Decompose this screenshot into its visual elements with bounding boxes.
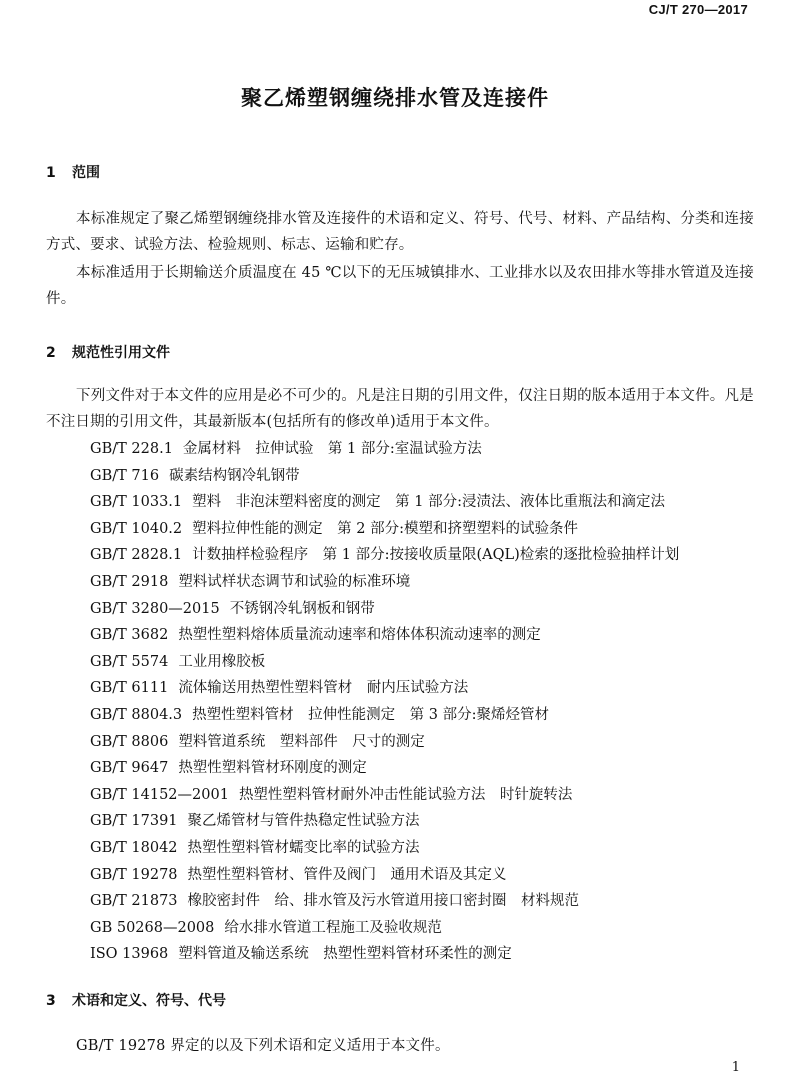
reference-item bbox=[90, 436, 679, 463]
reference-title: 塑料管道及输送系统 热塑性塑料管材环柔性的测定 bbox=[178, 946, 512, 963]
reference-code: GB/T 2918 bbox=[90, 573, 169, 590]
reference-code: GB/T 6111 bbox=[90, 680, 169, 697]
section-title: 术语和定义、符号、代号 bbox=[72, 993, 226, 1009]
reference-item bbox=[90, 755, 679, 782]
reference-title: 不锈钢冷轧钢板和钢带 bbox=[229, 600, 375, 617]
reference-item bbox=[90, 489, 679, 516]
reference-title: 计数抽样检验程序 第 1 部分:按接收质量限(AQL)检索的逐批检验抽样计划 bbox=[192, 547, 680, 564]
reference-title: 塑料拉伸性能的测定 第 2 部分:模塑和挤塑塑料的试验条件 bbox=[192, 520, 578, 537]
document-title: 聚乙烯塑钢缠绕排水管及连接件 bbox=[241, 86, 549, 110]
reference-title: 金属材料 拉伸试验 第 1 部分:室温试验方法 bbox=[182, 441, 482, 457]
reference-item bbox=[90, 782, 679, 809]
reference-item bbox=[90, 941, 679, 968]
reference-title: 聚乙烯管材与管件热稳定性试验方法 bbox=[187, 813, 420, 830]
reference-title: 热塑性塑料管材环刚度的测定 bbox=[178, 760, 367, 777]
reference-code: GB/T 18042 bbox=[90, 839, 178, 856]
reference-title: 塑料 非泡沫塑料密度的测定 第 1 部分:浸渍法、液体比重瓶法和滴定法 bbox=[192, 494, 665, 511]
reference-title: 热塑性塑料管材耐外冲击性能试验方法 时针旋转法 bbox=[238, 786, 573, 803]
reference-item bbox=[90, 675, 679, 702]
terms-intro-paragraph: GB/T 19278 界定的以及下列术语和定义适用于本文件。 bbox=[76, 1038, 450, 1054]
reference-code: ISO 13968 bbox=[90, 946, 169, 963]
reference-title: 热塑性塑料管材蠕变比率的试验方法 bbox=[187, 839, 420, 856]
scope-paragraph-2: 本标准适用于长期输送介质温度在 45 ℃以下的无压城镇排水、工业排水以及农田排水等排水管道及连接件。 bbox=[46, 265, 754, 307]
reference-code: GB/T 2828.1 bbox=[90, 547, 183, 564]
reference-code: GB/T 21873 bbox=[90, 893, 178, 910]
reference-item bbox=[90, 649, 679, 676]
reference-title: 热塑性塑料熔体质量流动速率和熔体体积流动速率的测定 bbox=[178, 627, 541, 644]
section-title: 规范性引用文件 bbox=[72, 345, 170, 361]
reference-code: GB/T 19278 bbox=[90, 866, 178, 883]
reference-code: GB/T 9647 bbox=[90, 760, 169, 777]
reference-item bbox=[90, 569, 679, 596]
reference-code: GB/T 8804.3 bbox=[90, 706, 183, 723]
reference-title: 塑料管道系统 塑料部件 尺寸的测定 bbox=[178, 733, 425, 750]
reference-code: GB/T 1040.2 bbox=[90, 520, 183, 537]
reference-code: GB/T 3682 bbox=[90, 627, 169, 644]
reference-item bbox=[90, 729, 679, 756]
reference-code: GB/T 716 bbox=[90, 467, 160, 484]
reference-code: GB/T 17391 bbox=[90, 813, 178, 830]
reference-title: 碳素结构钢冷轧钢带 bbox=[169, 467, 300, 484]
section-heading-scope bbox=[46, 162, 100, 182]
reference-item bbox=[90, 915, 679, 942]
reference-title: 流体输送用热塑性塑料管材 耐内压试验方法 bbox=[178, 680, 469, 697]
reference-item bbox=[90, 862, 679, 889]
reference-code: GB/T 1033.1 bbox=[90, 494, 183, 511]
reference-item bbox=[90, 835, 679, 862]
reference-title: 橡胶密封件 给、排水管及污水管道用接口密封圈 材料规范 bbox=[187, 893, 580, 910]
reference-code: GB/T 8806 bbox=[90, 733, 169, 750]
reference-item bbox=[90, 596, 679, 623]
references-intro-paragraph: 下列文件对于本文件的应用是必不可少的。凡是注日期的引用文件，仅注日期的版本适用于本文件。凡是不注日期的引用文件，其最新版本(包括所有的修改单)适用于本文件。 bbox=[46, 388, 754, 430]
reference-code: GB/T 5574 bbox=[90, 653, 169, 670]
reference-item bbox=[90, 542, 679, 569]
reference-item bbox=[90, 888, 679, 915]
reference-item bbox=[90, 702, 679, 729]
section-title: 范围 bbox=[72, 165, 100, 181]
reference-title: 给水排水管道工程施工及验收规范 bbox=[224, 919, 442, 936]
reference-code: GB 50268—2008 bbox=[90, 919, 215, 936]
reference-item bbox=[90, 516, 679, 543]
reference-code: GB/T 228.1 bbox=[90, 441, 173, 457]
reference-code: GB/T 3280—2015 bbox=[90, 600, 220, 617]
section-number: 1 bbox=[46, 165, 56, 181]
page-number: 1 bbox=[731, 1060, 740, 1075]
section-heading-normative-references bbox=[46, 342, 170, 362]
reference-title: 工业用橡胶板 bbox=[178, 653, 266, 670]
standard-code: CJ/T 270—2017 bbox=[648, 2, 748, 17]
reference-title: 热塑性塑料管材、管件及阀门 通用术语及其定义 bbox=[187, 866, 507, 883]
section-number: 2 bbox=[46, 345, 56, 361]
reference-item bbox=[90, 463, 679, 490]
reference-title: 塑料试样状态调节和试验的标准环境 bbox=[178, 573, 411, 590]
section-number: 3 bbox=[46, 993, 56, 1009]
reference-code: GB/T 14152—2001 bbox=[90, 786, 229, 803]
reference-item bbox=[90, 622, 679, 649]
reference-list bbox=[90, 436, 679, 968]
scope-paragraph-1: 本标准规定了聚乙烯塑钢缠绕排水管及连接件的术语和定义、符号、代号、材料、产品结构、分类和连接方式、要求、试验方法、检验规则、标志、运输和贮存。 bbox=[46, 211, 754, 253]
reference-item bbox=[90, 808, 679, 835]
section-heading-terms-definitions bbox=[46, 990, 226, 1010]
reference-title: 热塑性塑料管材 拉伸性能测定 第 3 部分:聚烯烃管材 bbox=[192, 706, 549, 723]
